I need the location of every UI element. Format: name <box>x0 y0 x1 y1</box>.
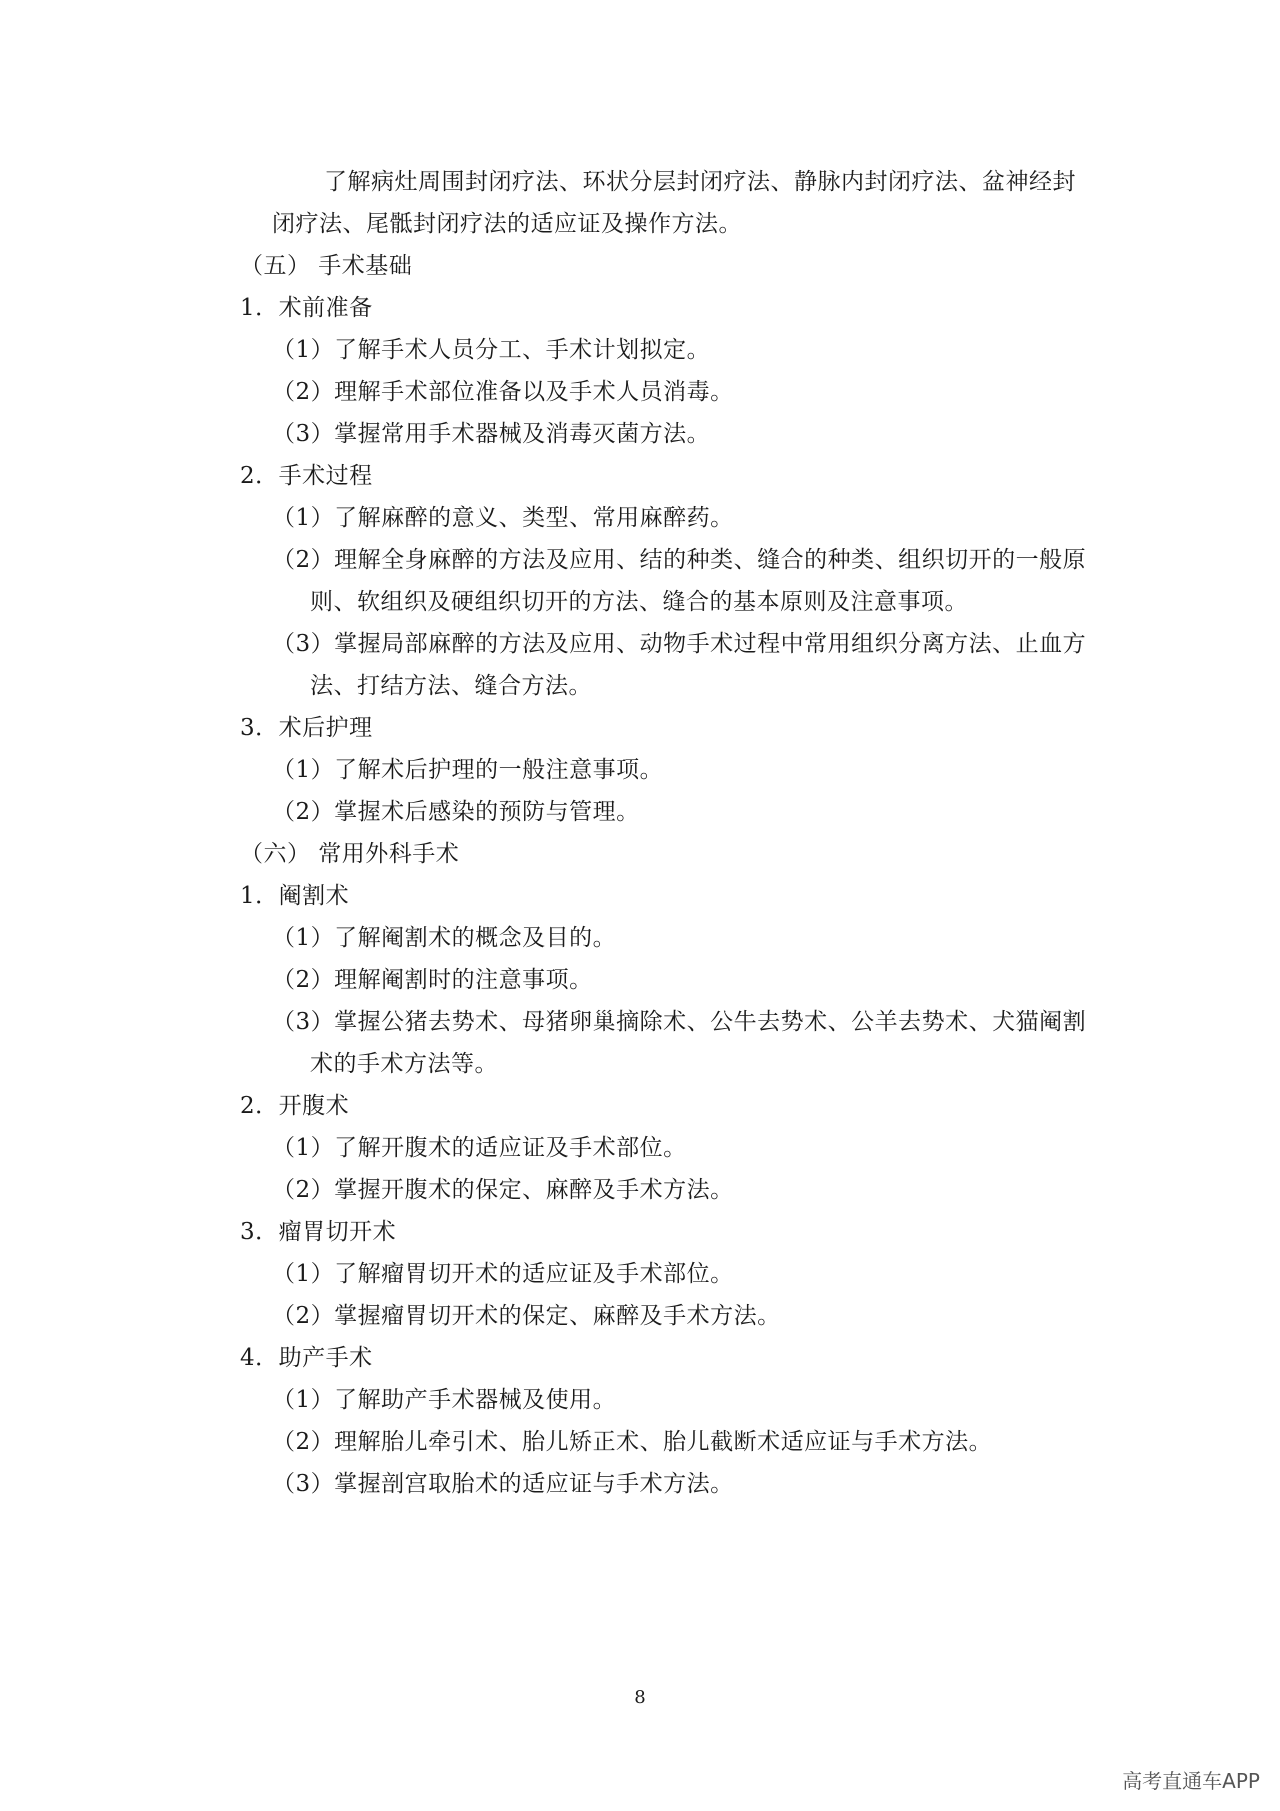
list-item: （3）掌握公猪去势术、母猪卵巢摘除术、公牛去势术、公羊去势术、犬猫阉割 <box>272 1009 1087 1035</box>
section-heading-5: （五） 手术基础 <box>240 253 413 279</box>
list-item: （1）了解阉割术的概念及目的。 <box>272 925 617 951</box>
list-item: （3）掌握剖宫取胎术的适应证与手术方法。 <box>272 1471 734 1497</box>
list-item: （2）掌握术后感染的预防与管理。 <box>272 799 640 825</box>
item-title: 3．瘤胃切开术 <box>240 1219 397 1245</box>
section-heading-6: （六） 常用外科手术 <box>240 841 460 867</box>
list-item: （2）理解手术部位准备以及手术人员消毒。 <box>272 379 734 405</box>
item-title: 3．术后护理 <box>240 715 373 741</box>
item-title: 1．阉割术 <box>240 883 350 909</box>
list-item: （1）了解麻醉的意义、类型、常用麻醉药。 <box>272 505 734 531</box>
list-item: （2）理解胎儿牵引术、胎儿矫正术、胎儿截断术适应证与手术方法。 <box>272 1429 993 1455</box>
intro-line-1: 了解病灶周围封闭疗法、环状分层封闭疗法、静脉内封闭疗法、盆神经封 <box>324 169 1076 195</box>
item-title: 4．助产手术 <box>240 1345 373 1371</box>
list-item: （1）了解助产手术器械及使用。 <box>272 1387 617 1413</box>
list-item: （1）了解瘤胃切开术的适应证及手术部位。 <box>272 1261 734 1287</box>
item-title: 1．术前准备 <box>240 295 373 321</box>
list-item: （1）了解术后护理的一般注意事项。 <box>272 757 664 783</box>
page-number: 8 <box>634 1687 646 1708</box>
list-item: （3）掌握常用手术器械及消毒灭菌方法。 <box>272 421 711 447</box>
watermark: 高考直通车APP <box>1122 1769 1260 1793</box>
intro-line-2: 闭疗法、尾骶封闭疗法的适应证及操作方法。 <box>272 211 742 237</box>
list-item-continuation: 术的手术方法等。 <box>310 1051 498 1077</box>
list-item: （1）了解开腹术的适应证及手术部位。 <box>272 1135 687 1161</box>
item-title: 2．手术过程 <box>240 463 373 489</box>
list-item: （2）理解阉割时的注意事项。 <box>272 967 593 993</box>
list-item: （2）掌握瘤胃切开术的保定、麻醉及手术方法。 <box>272 1303 781 1329</box>
list-item-continuation: 则、软组织及硬组织切开的方法、缝合的基本原则及注意事项。 <box>310 589 968 615</box>
list-item: （2）理解全身麻醉的方法及应用、结的种类、缝合的种类、组织切开的一般原 <box>272 547 1087 573</box>
list-item-continuation: 法、打结方法、缝合方法。 <box>310 673 592 699</box>
list-item: （3）掌握局部麻醉的方法及应用、动物手术过程中常用组织分离方法、止血方 <box>272 631 1087 657</box>
list-item: （1）了解手术人员分工、手术计划拟定。 <box>272 337 711 363</box>
item-title: 2．开腹术 <box>240 1093 350 1119</box>
list-item: （2）掌握开腹术的保定、麻醉及手术方法。 <box>272 1177 734 1203</box>
